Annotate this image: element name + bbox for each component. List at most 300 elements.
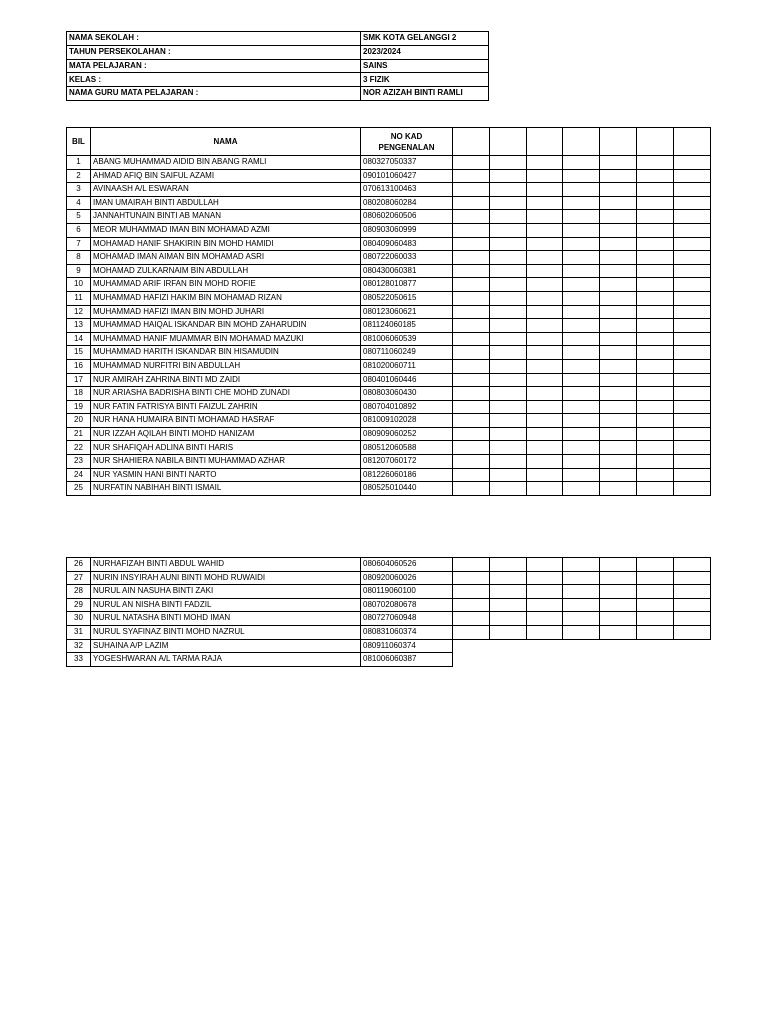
name-cell: NUR FATIN FATRISYA BINTI FAIZUL ZAHRIN (91, 400, 361, 414)
name-cell: IMAN UMAIRAH BINTI ABDULLAH (91, 196, 361, 210)
blank-cell (453, 387, 490, 401)
name-cell: NUR ARIASHA BADRISHA BINTI CHE MOHD ZUNADI (91, 387, 361, 401)
blank-cell (526, 237, 563, 251)
info-label: MATA PELAJARAN : (67, 59, 361, 73)
blank-cell (563, 210, 600, 224)
blank-cell (563, 223, 600, 237)
name-cell: MEOR MUHAMMAD IMAN BIN MOHAMAD AZMI (91, 223, 361, 237)
blank-cell (600, 291, 637, 305)
info-label: KELAS : (67, 73, 361, 87)
blank-cell (600, 223, 637, 237)
blank-cell (526, 427, 563, 441)
table-row (67, 455, 711, 469)
blank-cell (563, 455, 600, 469)
ic-cell: 080401060446 (361, 373, 453, 387)
blank-cell (636, 585, 673, 599)
bil-cell: 18 (67, 387, 91, 401)
blank-cell (673, 223, 710, 237)
blank-cell (563, 441, 600, 455)
blank-cell (453, 305, 490, 319)
info-row (67, 59, 489, 73)
blank-cell (489, 482, 526, 496)
blank-cell (600, 598, 637, 612)
ic-cell: 081006060539 (361, 332, 453, 346)
blank-cell (526, 585, 563, 599)
bil-cell: 30 (67, 612, 91, 626)
blank-cell (636, 427, 673, 441)
bil-cell: 31 (67, 625, 91, 639)
blank-cell (563, 414, 600, 428)
blank-cell (526, 196, 563, 210)
blank-cell (636, 183, 673, 197)
blank-cell (636, 612, 673, 626)
blank-cell (673, 598, 710, 612)
ic-cell: 080711060249 (361, 346, 453, 360)
name-cell: MUHAMMAD HAIQAL ISKANDAR BIN MOHD ZAHARUDIN (91, 319, 361, 333)
ic-cell: 080119060100 (361, 585, 453, 599)
blank-header (489, 128, 526, 156)
blank-cell (489, 598, 526, 612)
bil-cell: 15 (67, 346, 91, 360)
blank-cell (489, 359, 526, 373)
blank-cell (563, 291, 600, 305)
info-row (67, 45, 489, 59)
blank-cell (526, 278, 563, 292)
table-row (67, 400, 711, 414)
blank-cell (673, 571, 710, 585)
blank-cell (453, 332, 490, 346)
ic-cell: 080831060374 (361, 625, 453, 639)
blank-cell (526, 455, 563, 469)
table-row (67, 598, 711, 612)
blank-cell (453, 414, 490, 428)
blank-cell (453, 346, 490, 360)
blank-cell (526, 305, 563, 319)
blank-cell (526, 482, 563, 496)
roster-body-1 (67, 156, 711, 496)
blank-cell (636, 156, 673, 170)
bil-cell: 6 (67, 223, 91, 237)
blank-cell (453, 639, 490, 653)
blank-cell (453, 571, 490, 585)
bil-cell: 9 (67, 264, 91, 278)
blank-cell (636, 414, 673, 428)
ic-cell: 090101060427 (361, 169, 453, 183)
bil-cell: 22 (67, 441, 91, 455)
blank-cell (673, 183, 710, 197)
blank-cell (526, 210, 563, 224)
blank-cell (636, 571, 673, 585)
info-label: NAMA GURU MATA PELAJARAN : (67, 87, 361, 101)
table-row (67, 639, 711, 653)
table-row (67, 373, 711, 387)
ic-header (361, 128, 453, 156)
blank-cell (600, 169, 637, 183)
ic-cell: 081020060711 (361, 359, 453, 373)
ic-cell: 080604060526 (361, 558, 453, 572)
blank-cell (489, 196, 526, 210)
bil-cell: 2 (67, 169, 91, 183)
table-row (67, 196, 711, 210)
blank-cell (453, 291, 490, 305)
name-cell: MOHAMAD IMAN AIMAN BIN MOHAMAD ASRI (91, 251, 361, 265)
ic-cell: 081006060387 (361, 653, 453, 667)
blank-cell (563, 639, 600, 653)
blank-cell (563, 332, 600, 346)
blank-cell (489, 251, 526, 265)
blank-cell (489, 427, 526, 441)
blank-cell (636, 196, 673, 210)
blank-cell (600, 441, 637, 455)
blank-cell (489, 210, 526, 224)
ic-cell: 080727060948 (361, 612, 453, 626)
blank-cell (526, 346, 563, 360)
table-row (67, 653, 711, 667)
name-cell: NURIN INSYIRAH AUNI BINTI MOHD RUWAIDI (91, 571, 361, 585)
blank-cell (600, 482, 637, 496)
blank-cell (673, 332, 710, 346)
blank-cell (600, 237, 637, 251)
blank-cell (453, 373, 490, 387)
blank-cell (526, 558, 563, 572)
blank-cell (489, 558, 526, 572)
name-cell: NURUL NATASHA BINTI MOHD IMAN (91, 612, 361, 626)
ic-header-line1: NO KAD (390, 131, 423, 141)
info-row (67, 73, 489, 87)
table-row (67, 359, 711, 373)
blank-cell (526, 653, 563, 667)
blank-cell (489, 612, 526, 626)
blank-cell (453, 196, 490, 210)
bil-cell: 27 (67, 571, 91, 585)
blank-cell (636, 468, 673, 482)
blank-cell (489, 414, 526, 428)
blank-cell (636, 653, 673, 667)
blank-cell (489, 585, 526, 599)
blank-header (636, 128, 673, 156)
blank-cell (600, 585, 637, 599)
student-roster-table-1 (66, 127, 711, 496)
blank-cell (673, 319, 710, 333)
blank-cell (563, 264, 600, 278)
table-row (67, 291, 711, 305)
blank-cell (563, 183, 600, 197)
blank-cell (673, 441, 710, 455)
bil-cell: 26 (67, 558, 91, 572)
bil-cell: 8 (67, 251, 91, 265)
bil-cell: 11 (67, 291, 91, 305)
name-cell: MUHAMMAD ARIF IRFAN BIN MOHD ROFIE (91, 278, 361, 292)
ic-cell: 080208060284 (361, 196, 453, 210)
info-value: 3 FIZIK (361, 73, 489, 87)
blank-cell (563, 237, 600, 251)
blank-cell (600, 319, 637, 333)
blank-cell (526, 169, 563, 183)
ic-cell: 080430060381 (361, 264, 453, 278)
blank-cell (563, 169, 600, 183)
table-row (67, 625, 711, 639)
student-roster-table-2 (66, 557, 711, 667)
name-cell: NUR IZZAH AQILAH BINTI MOHD HANIZAM (91, 427, 361, 441)
bil-cell: 10 (67, 278, 91, 292)
table-row (67, 414, 711, 428)
blank-cell (453, 156, 490, 170)
bil-cell: 28 (67, 585, 91, 599)
ic-cell: 080920060026 (361, 571, 453, 585)
blank-cell (600, 183, 637, 197)
table-row (67, 169, 711, 183)
blank-cell (673, 387, 710, 401)
blank-cell (563, 196, 600, 210)
name-cell: NUR SHAHIERA NABILA BINTI MUHAMMAD AZHAR (91, 455, 361, 469)
table-row (67, 251, 711, 265)
blank-cell (636, 455, 673, 469)
blank-cell (636, 400, 673, 414)
blank-cell (600, 251, 637, 265)
blank-cell (453, 359, 490, 373)
name-cell: MUHAMMAD HAFIZI IMAN BIN MOHD JUHARI (91, 305, 361, 319)
blank-cell (526, 183, 563, 197)
info-row (67, 87, 489, 101)
bil-cell: 7 (67, 237, 91, 251)
blank-cell (563, 387, 600, 401)
blank-cell (563, 305, 600, 319)
blank-cell (673, 251, 710, 265)
blank-cell (673, 653, 710, 667)
table-row (67, 612, 711, 626)
blank-cell (453, 558, 490, 572)
bil-cell: 24 (67, 468, 91, 482)
blank-cell (600, 305, 637, 319)
name-cell: YOGESHWARAN A/L TARMA RAJA (91, 653, 361, 667)
bil-cell: 25 (67, 482, 91, 496)
table-row (67, 237, 711, 251)
ic-cell: 080803060430 (361, 387, 453, 401)
blank-cell (673, 482, 710, 496)
blank-cell (673, 346, 710, 360)
blank-cell (453, 653, 490, 667)
blank-cell (526, 639, 563, 653)
name-cell: MOHAMAD HANIF SHAKIRIN BIN MOHD HAMIDI (91, 237, 361, 251)
table-row (67, 482, 711, 496)
blank-cell (673, 373, 710, 387)
info-label: TAHUN PERSEKOLAHAN : (67, 45, 361, 59)
blank-cell (526, 319, 563, 333)
blank-cell (489, 291, 526, 305)
blank-cell (600, 278, 637, 292)
blank-cell (636, 237, 673, 251)
blank-cell (673, 359, 710, 373)
table-row (67, 278, 711, 292)
blank-cell (673, 156, 710, 170)
blank-cell (600, 196, 637, 210)
bil-cell: 19 (67, 400, 91, 414)
blank-cell (453, 468, 490, 482)
bil-cell: 13 (67, 319, 91, 333)
ic-cell: 081124060185 (361, 319, 453, 333)
blank-cell (489, 571, 526, 585)
name-cell: MUHAMMAD NURFITRI BIN ABDULLAH (91, 359, 361, 373)
name-cell: NUR AMIRAH ZAHRINA BINTI MD ZAIDI (91, 373, 361, 387)
blank-cell (563, 585, 600, 599)
blank-cell (453, 455, 490, 469)
blank-cell (563, 571, 600, 585)
table-row (67, 571, 711, 585)
blank-cell (563, 400, 600, 414)
name-cell: MUHAMMAD HARITH ISKANDAR BIN HISAMUDIN (91, 346, 361, 360)
blank-cell (563, 251, 600, 265)
bil-cell: 20 (67, 414, 91, 428)
blank-cell (489, 305, 526, 319)
blank-cell (636, 387, 673, 401)
blank-cell (673, 305, 710, 319)
bil-cell: 4 (67, 196, 91, 210)
blank-cell (600, 210, 637, 224)
blank-cell (453, 278, 490, 292)
ic-cell: 080602060506 (361, 210, 453, 224)
table-row (67, 210, 711, 224)
info-value: NOR AZIZAH BINTI RAMLI (361, 87, 489, 101)
blank-cell (453, 210, 490, 224)
name-cell: AHMAD AFIQ BIN SAIFUL AZAMI (91, 169, 361, 183)
blank-cell (673, 400, 710, 414)
bil-cell: 14 (67, 332, 91, 346)
blank-cell (453, 482, 490, 496)
blank-cell (489, 278, 526, 292)
blank-cell (563, 612, 600, 626)
blank-cell (489, 468, 526, 482)
bil-cell: 12 (67, 305, 91, 319)
name-cell: JANNAHTUNAIN BINTI AB MANAN (91, 210, 361, 224)
blank-cell (453, 264, 490, 278)
blank-header (526, 128, 563, 156)
ic-cell: 081207060172 (361, 455, 453, 469)
blank-cell (563, 625, 600, 639)
blank-cell (489, 400, 526, 414)
blank-cell (600, 455, 637, 469)
blank-cell (636, 558, 673, 572)
blank-cell (526, 156, 563, 170)
info-value: SMK KOTA GELANGGI 2 (361, 32, 489, 46)
name-cell: NURUL SYAFINAZ BINTI MOHD NAZRUL (91, 625, 361, 639)
blank-cell (563, 156, 600, 170)
blank-cell (489, 183, 526, 197)
blank-cell (563, 653, 600, 667)
ic-cell: 080512060588 (361, 441, 453, 455)
table-row (67, 558, 711, 572)
blank-cell (526, 359, 563, 373)
bil-cell: 32 (67, 639, 91, 653)
blank-cell (526, 612, 563, 626)
ic-header-line2: PENGENALAN (378, 142, 435, 152)
blank-header (453, 128, 490, 156)
blank-cell (600, 414, 637, 428)
blank-cell (489, 625, 526, 639)
blank-cell (489, 223, 526, 237)
blank-cell (600, 468, 637, 482)
blank-cell (673, 210, 710, 224)
blank-cell (526, 387, 563, 401)
table-row (67, 427, 711, 441)
blank-cell (636, 639, 673, 653)
ic-cell: 081009102028 (361, 414, 453, 428)
bil-cell: 21 (67, 427, 91, 441)
blank-cell (600, 612, 637, 626)
blank-header (600, 128, 637, 156)
blank-cell (636, 625, 673, 639)
blank-cell (673, 468, 710, 482)
blank-cell (600, 400, 637, 414)
blank-cell (673, 612, 710, 626)
table-row (67, 183, 711, 197)
table-row (67, 305, 711, 319)
blank-cell (453, 585, 490, 599)
bil-header: BIL (67, 128, 91, 156)
blank-cell (563, 558, 600, 572)
name-cell: MUHAMMAD HANIF MUAMMAR BIN MOHAMAD MAZUKI (91, 332, 361, 346)
blank-cell (489, 156, 526, 170)
bil-cell: 33 (67, 653, 91, 667)
name-cell: NURFATIN NABIHAH BINTI ISMAIL (91, 482, 361, 496)
blank-cell (636, 210, 673, 224)
blank-cell (453, 237, 490, 251)
ic-cell: 080911060374 (361, 639, 453, 653)
blank-cell (600, 639, 637, 653)
table-row (67, 319, 711, 333)
blank-cell (563, 359, 600, 373)
ic-cell: 070613100463 (361, 183, 453, 197)
blank-cell (563, 598, 600, 612)
blank-cell (636, 291, 673, 305)
ic-cell: 080903060999 (361, 223, 453, 237)
blank-cell (673, 625, 710, 639)
blank-cell (489, 264, 526, 278)
name-cell: MUHAMMAD HAFIZI HAKIM BIN MOHAMAD RIZAN (91, 291, 361, 305)
ic-cell: 080702080678 (361, 598, 453, 612)
blank-cell (600, 346, 637, 360)
blank-cell (489, 653, 526, 667)
blank-cell (673, 455, 710, 469)
name-cell: NURUL AIN NASUHA BINTI ZAKI (91, 585, 361, 599)
name-cell: AVINAASH A/L ESWARAN (91, 183, 361, 197)
bil-cell: 17 (67, 373, 91, 387)
blank-cell (673, 414, 710, 428)
blank-cell (673, 585, 710, 599)
blank-cell (526, 264, 563, 278)
school-info-table (66, 31, 489, 101)
table-row (67, 387, 711, 401)
blank-cell (636, 598, 673, 612)
info-value: SAINS (361, 59, 489, 73)
blank-cell (526, 400, 563, 414)
blank-cell (673, 427, 710, 441)
blank-cell (489, 319, 526, 333)
blank-cell (636, 346, 673, 360)
blank-cell (453, 441, 490, 455)
bil-cell: 5 (67, 210, 91, 224)
blank-cell (600, 653, 637, 667)
blank-cell (563, 319, 600, 333)
blank-cell (563, 468, 600, 482)
name-cell: MOHAMAD ZULKARNAIM BIN ABDULLAH (91, 264, 361, 278)
blank-cell (489, 455, 526, 469)
school-info-body (67, 32, 489, 101)
roster-header-row (67, 128, 711, 156)
blank-cell (453, 223, 490, 237)
blank-cell (489, 237, 526, 251)
blank-cell (526, 625, 563, 639)
table-row (67, 332, 711, 346)
